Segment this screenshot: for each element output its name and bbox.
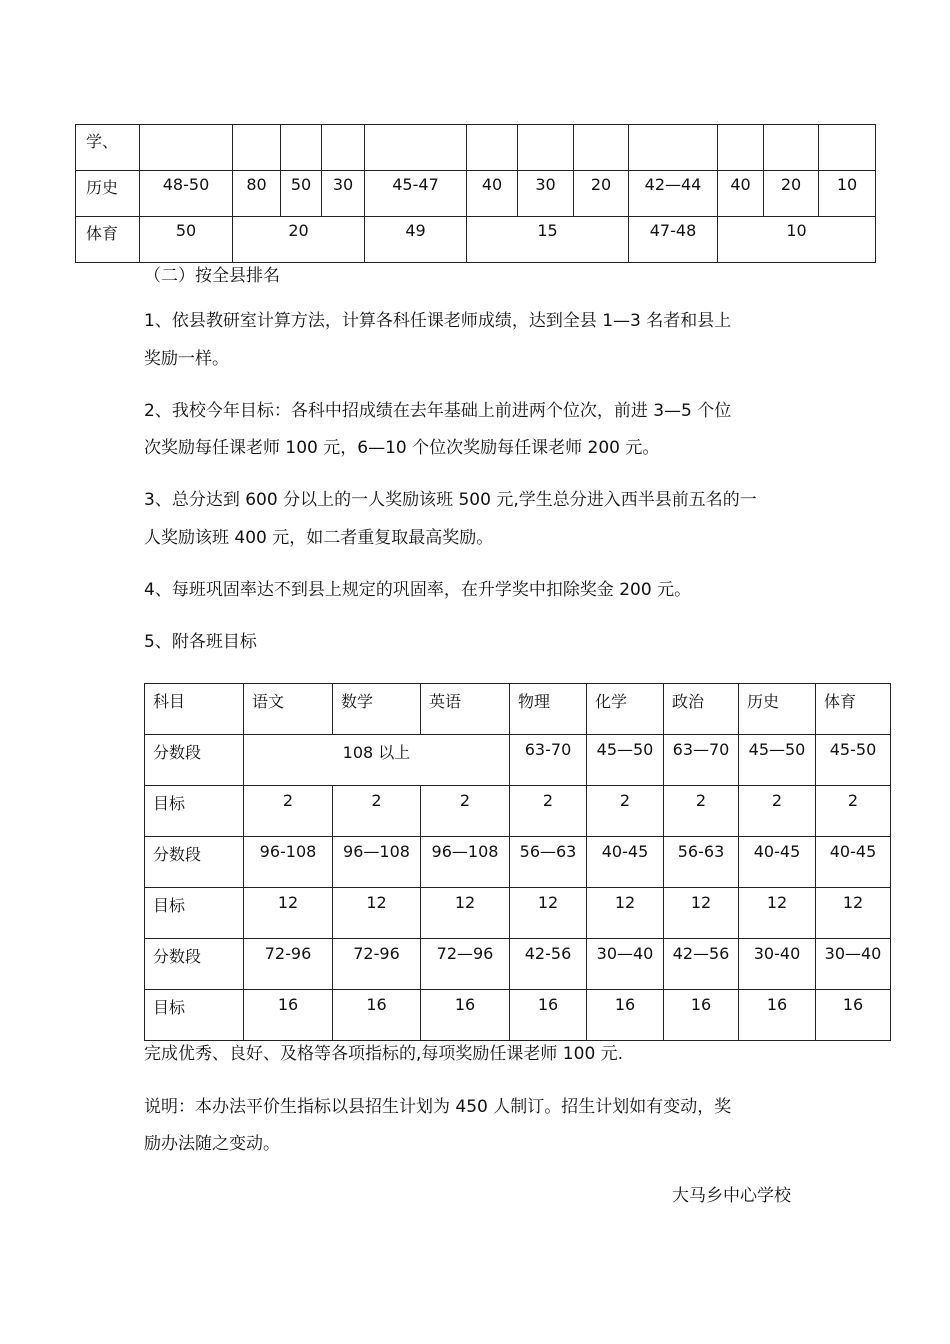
table-cell: 96—108 [333,837,421,888]
row-label: 体育 [76,217,140,263]
item-2-line-2: 次奖励每任课老师 100 元，6—10 个位次奖励每任课老师 200 元。 [144,438,660,458]
table-cell: 16 [421,990,510,1041]
table-cell: 42—56 [664,939,739,990]
table-cell [233,125,281,171]
table-cell: 2 [816,786,891,837]
header-cell: 政治 [664,684,739,735]
table-cell: 16 [664,990,739,1041]
header-cell: 英语 [421,684,510,735]
table-row [76,171,876,217]
table-cell: 10 [819,171,876,217]
table-cell: 40 [467,171,518,217]
header-cell: 科目 [145,684,244,735]
table-cell: 45—50 [587,735,664,786]
table-cell: 16 [739,990,816,1041]
table-cell: 50 [281,171,322,217]
row-label: 学、 [76,125,140,171]
table-cell: 20 [574,171,629,217]
table-cell: 16 [244,990,333,1041]
table-cell: 45-50 [816,735,891,786]
table-cell: 12 [816,888,891,939]
table-cell: 15 [467,217,629,263]
row-label: 分数段 [145,939,244,990]
table-row [76,125,876,171]
table-cell: 42-56 [510,939,587,990]
signature: 大马乡中心学校 [672,1186,791,1206]
table-cell: 63—70 [664,735,739,786]
table-row [145,939,891,990]
table-cell: 30 [322,171,365,217]
table-cell: 2 [244,786,333,837]
table-cell [764,125,819,171]
table-cell: 2 [510,786,587,837]
table-row [76,217,876,263]
header-cell: 物理 [510,684,587,735]
table-cell: 2 [587,786,664,837]
table-cell: 2 [421,786,510,837]
table-cell: 30-40 [739,939,816,990]
table-cell: 12 [510,888,587,939]
after-table-text: 完成优秀、良好、及格等各项指标的,每项奖励任课老师 100 元. [144,1044,624,1064]
table-cell: 30 [518,171,574,217]
table-cell: 16 [587,990,664,1041]
table-cell [518,125,574,171]
item-1-line-2: 奖励一样。 [144,349,229,369]
item-3-line-1: 3、总分达到 600 分以上的一人奖励该班 500 元,学生总分进入西半县前五名的一 [144,490,757,510]
table-cell: 50 [140,217,233,263]
table-cell: 16 [333,990,421,1041]
table-cell: 45-47 [365,171,467,217]
row-label: 历史 [76,171,140,217]
table-cell [819,125,876,171]
table-cell: 72-96 [333,939,421,990]
table-cell: 10 [718,217,876,263]
table-cell: 40-45 [816,837,891,888]
table-cell: 12 [664,888,739,939]
top-score-table [75,124,876,263]
item-2-line-1: 2、我校今年目标：各科中招成绩在去年基础上前进两个位次，前进 3—5 个位 [144,401,732,421]
table-cell: 2 [739,786,816,837]
table-cell: 40 [718,171,764,217]
table-cell [140,125,233,171]
table-row [145,888,891,939]
note-line-1: 说明：本办法平价生指标以县招生计划为 450 人制订。招生计划如有变动，奖 [144,1097,732,1117]
item-4: 4、每班巩固率达不到县上规定的巩固率，在升学奖中扣除奖金 200 元。 [144,580,692,600]
class-goal-table [144,683,891,1041]
row-label: 目标 [145,786,244,837]
table-row [145,990,891,1041]
section-heading: （二）按全县排名 [144,266,280,286]
table-cell: 12 [333,888,421,939]
table-cell: 12 [587,888,664,939]
row-label: 目标 [145,888,244,939]
header-cell: 语文 [244,684,333,735]
table-cell: 45—50 [739,735,816,786]
table-cell: 72—96 [421,939,510,990]
table-row [145,735,891,786]
item-3-line-2: 人奖励该班 400 元，如二者重复取最高奖励。 [144,528,494,548]
table-cell: 40-45 [587,837,664,888]
table-row [145,837,891,888]
item-1-line-1: 1、依县教研室计算方法，计算各科任课老师成绩，达到全县 1—3 名者和县上 [144,311,732,331]
header-cell: 化学 [587,684,664,735]
note-line-2: 励办法随之变动。 [144,1134,280,1154]
table-cell: 2 [664,786,739,837]
table-cell: 12 [421,888,510,939]
item-5: 5、附各班目标 [144,632,257,652]
header-cell: 历史 [739,684,816,735]
table-cell: 40-45 [739,837,816,888]
table-cell: 49 [365,217,467,263]
table-cell [629,125,718,171]
table-cell [718,125,764,171]
table-cell: 20 [764,171,819,217]
table-cell: 96—108 [421,837,510,888]
row-label: 目标 [145,990,244,1041]
table-cell [467,125,518,171]
table-cell: 72-96 [244,939,333,990]
table-cell: 30—40 [587,939,664,990]
table-cell: 63-70 [510,735,587,786]
table-cell: 30—40 [816,939,891,990]
table-row [145,786,891,837]
table-cell: 56-63 [664,837,739,888]
table-cell: 48-50 [140,171,233,217]
table-cell: 16 [816,990,891,1041]
table-cell: 42—44 [629,171,718,217]
table-cell [322,125,365,171]
row-label: 分数段 [145,837,244,888]
table-cell [365,125,467,171]
table-cell: 47-48 [629,217,718,263]
table-cell: 16 [510,990,587,1041]
table-cell [574,125,629,171]
table-cell: 56—63 [510,837,587,888]
table-cell: 108 以上 [244,735,510,786]
table-cell: 2 [333,786,421,837]
header-cell: 体育 [816,684,891,735]
table-cell: 12 [244,888,333,939]
table-cell: 12 [739,888,816,939]
header-cell: 数学 [333,684,421,735]
table-cell [281,125,322,171]
row-label: 分数段 [145,735,244,786]
table-header-row [145,684,891,735]
table-cell: 20 [233,217,365,263]
table-cell: 80 [233,171,281,217]
table-cell: 96-108 [244,837,333,888]
